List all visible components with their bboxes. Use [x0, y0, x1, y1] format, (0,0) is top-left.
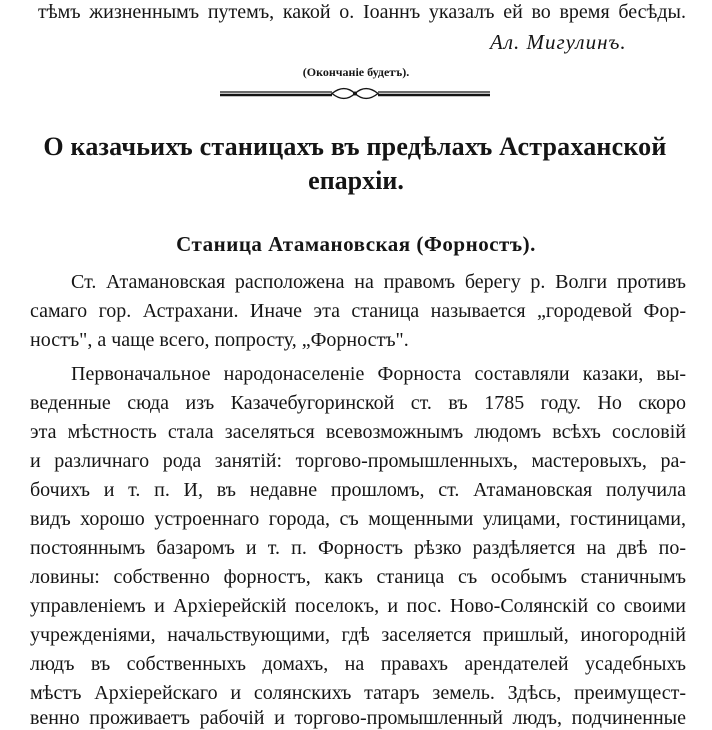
- paragraph-line: Первоначальное народонаселеніе Форноста составляли казаки, вы-: [71, 363, 686, 385]
- paragraph-line: людъ въ собственныхъ домахъ, на правахъ арендателей усадебныхъ: [30, 653, 686, 675]
- paragraph-line: самаго гор. Астрахани. Иначе эта станица называется „городевой Фор-: [30, 300, 686, 322]
- paragraph-line: ловины: собственно форностъ, какъ станица съ особымъ станичнымъ: [30, 566, 686, 588]
- section-subtitle: Станица Атамановская (Форностъ).: [176, 232, 536, 256]
- paragraph-line: видъ хорошо устроеннаго города, съ мощенными улицами, гостиницами,: [30, 508, 686, 530]
- paragraph-line: Ст. Атамановская расположена на правомъ берегу р. Волги противъ: [71, 271, 686, 293]
- paragraph-line: веденные сюда изъ Казачебугоринской ст. въ 1785 году. Но скоро: [30, 392, 686, 414]
- paragraph-line: ностъ", а чаще всего, попросту, „Форностъ".: [30, 329, 409, 351]
- paragraph-line: венно проживаетъ рабочій и торгово-промышленный людъ, подчиненные: [30, 707, 686, 729]
- paragraph-line: учрежденіями, начальствующими, гдѣ заселяется пришлый, иногородній: [30, 624, 686, 646]
- article-title-line-1: О казачьихъ станицахъ въ предѣлахъ Астраханской: [43, 132, 667, 161]
- paragraph-line: управленіемъ и Архіерейскій поселокъ, и пос. Ново-Солянскій со своими: [30, 595, 686, 617]
- paragraph-line: мѣстъ Архіерейскаго и солянскихъ татаръ земель. Здѣсь, преимущест-: [30, 682, 686, 704]
- decorative-divider-icon: [220, 86, 490, 100]
- paragraph-line: эта мѣстность стала заселяться всевозможнымъ людомъ всѣхъ сословій: [30, 421, 686, 443]
- previous-article-last-line: тѣмъ жизненнымъ путемъ, какой о. Іоаннъ указалъ ей во время бесѣды.: [38, 1, 686, 23]
- paragraph-line: бочихъ и т. п. И, въ недавне прошломъ, ст. Атамановская получила: [30, 479, 686, 501]
- continuation-note: (Окончаніе будетъ).: [302, 65, 410, 79]
- paragraph-line: и различнаго рода занятій: торгово-промышленныхъ, мастеровыхъ, ра-: [30, 450, 686, 472]
- article-title-line-2: епархіи.: [308, 166, 404, 195]
- author-signature: Ал. Мигулинъ.: [490, 30, 627, 54]
- paragraph-line: постояннымъ базаромъ и т. п. Форностъ рѣзко раздѣляется на двѣ по-: [30, 537, 686, 559]
